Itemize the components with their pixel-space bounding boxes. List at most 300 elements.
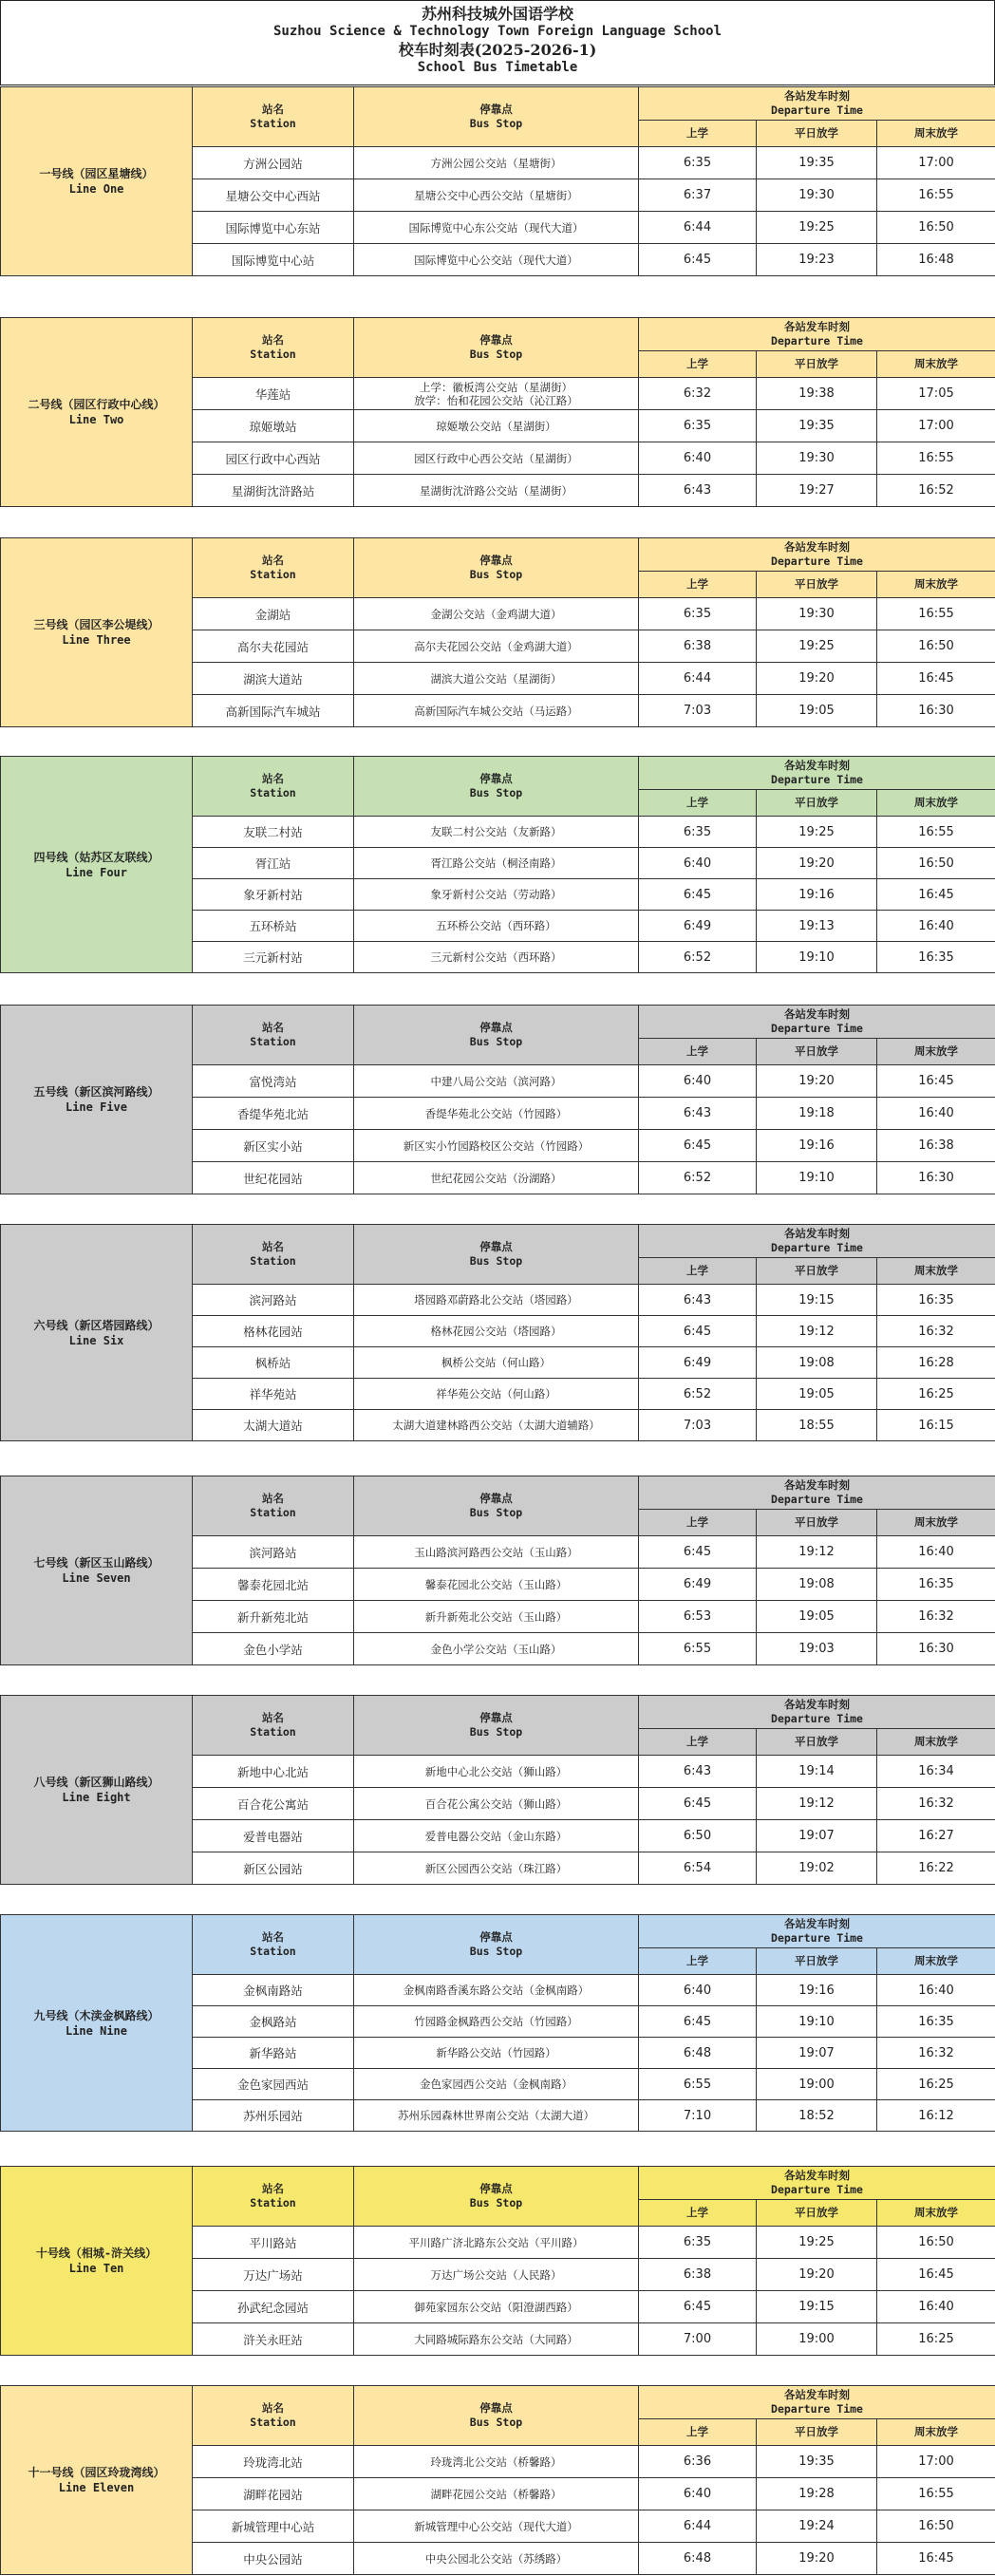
- school-up-header: 上学: [639, 572, 757, 598]
- line-name-cell: [1, 87, 193, 276]
- stop-header: [354, 1225, 639, 1285]
- up-time-cell: 6:35: [639, 2227, 757, 2259]
- bus-stop-cell: 胥江路公交站（桐泾南路）: [354, 848, 639, 879]
- stop-header-en: Bus Stop: [469, 2196, 523, 2209]
- weekday-time-cell: 19:16: [757, 1975, 877, 2006]
- up-time-cell: 6:52: [639, 1379, 757, 1410]
- weekday-time-cell: 19:16: [757, 879, 877, 911]
- weekday-time-cell: 19:08: [757, 1347, 877, 1379]
- stop-header-en: Bus Stop: [469, 2416, 523, 2429]
- line-name-en: Line Nine: [65, 2023, 128, 2038]
- up-time-cell: 6:45: [639, 2006, 757, 2038]
- bus-stop-cell: 湖滨大道公交站（星湖街）: [354, 663, 639, 695]
- station-cell: 园区行政中心西站: [193, 442, 354, 475]
- station-header: [193, 318, 354, 378]
- weekend-time-cell: 16:34: [877, 1756, 995, 1788]
- weekday-time-cell: 19:05: [757, 695, 877, 727]
- bus-stop-cell: 国际博览中心公交站（现代大道）: [354, 244, 639, 276]
- weekday-time-cell: 19:02: [757, 1852, 877, 1885]
- weekend-time-cell: 16:55: [877, 2478, 995, 2510]
- weekend-time-cell: 17:05: [877, 378, 995, 410]
- line-name-cn: 三号线（园区李公堤线）: [33, 618, 160, 631]
- weekday-time-cell: 19:20: [757, 663, 877, 695]
- stop-header-cn: 停靠点: [479, 1240, 513, 1253]
- bus-stop-cell: 琼姬墩公交站（星湖街）: [354, 410, 639, 442]
- weekend-time-cell: 17:00: [877, 147, 995, 179]
- stop-header: [354, 318, 639, 378]
- weekday-time-cell: 19:00: [757, 2069, 877, 2100]
- station-cell: 金色小学站: [193, 1633, 354, 1665]
- weekday-time-cell: 19:35: [757, 2446, 877, 2478]
- weekday-time-cell: 19:16: [757, 1130, 877, 1162]
- departure-header-cn: 各站发车时刻: [784, 1917, 850, 1930]
- weekend-header: 周末放学: [877, 1948, 995, 1975]
- weekend-time-cell: 16:32: [877, 2038, 995, 2069]
- bus-stop-cell: 新地中心北公交站（狮山路）: [354, 1756, 639, 1788]
- weekday-time-cell: 19:18: [757, 1098, 877, 1130]
- school-up-header: 上学: [639, 1510, 757, 1536]
- stop-header-en: Bus Stop: [469, 1035, 523, 1048]
- stop-header-cn: 停靠点: [479, 333, 513, 347]
- station-header: [193, 2167, 354, 2227]
- line-name-cn: 六号线（新区塔园路线）: [33, 1318, 160, 1332]
- weekday-time-cell: 19:00: [757, 2323, 877, 2356]
- weekend-time-cell: 16:22: [877, 1852, 995, 1885]
- up-time-cell: 6:45: [639, 1536, 757, 1569]
- line-name-cell: [1, 1006, 193, 1194]
- departure-header-en: Departure Time: [771, 1022, 863, 1035]
- station-cell: 新城管理中心站: [193, 2510, 354, 2543]
- station-header: [193, 1476, 354, 1536]
- bus-stop-cell: 星塘公交中心西公交站（星塘街）: [354, 179, 639, 212]
- weekend-header: 周末放学: [877, 1510, 995, 1536]
- stop-header-cn: 停靠点: [479, 1930, 513, 1944]
- weekday-time-cell: 19:38: [757, 378, 877, 410]
- station-cell: 百合花公寓站: [193, 1788, 354, 1820]
- departure-header: [639, 1915, 995, 1948]
- stop-header-en: Bus Stop: [469, 1945, 523, 1958]
- station-cell: 万达广场站: [193, 2259, 354, 2291]
- station-cell: 国际博览中心站: [193, 244, 354, 276]
- departure-header-cn: 各站发车时刻: [784, 1478, 850, 1492]
- bus-stop-cell: 新升新苑北公交站（玉山路）: [354, 1601, 639, 1633]
- station-header-cn: 站名: [262, 333, 284, 347]
- station-header-cn: 站名: [262, 1930, 284, 1944]
- weekend-header: 周末放学: [877, 2419, 995, 2446]
- weekday-time-cell: 19:15: [757, 2291, 877, 2323]
- up-time-cell: 6:43: [639, 1756, 757, 1788]
- weekend-time-cell: 16:15: [877, 1410, 995, 1441]
- weekend-time-cell: 16:50: [877, 630, 995, 663]
- station-cell: 琼姬墩站: [193, 410, 354, 442]
- bus-stop-cell: 世纪花园公交站（汾湖路）: [354, 1162, 639, 1194]
- weekend-time-cell: 16:35: [877, 942, 995, 973]
- weekday-header: 平日放学: [757, 1729, 877, 1756]
- stop-header: [354, 2386, 639, 2446]
- bus-stop-cell: 苏州乐园森林世界南公交站（太湖大道）: [354, 2100, 639, 2132]
- line-name-cell: [1, 538, 193, 727]
- weekday-time-cell: 19:05: [757, 1379, 877, 1410]
- station-header: [193, 538, 354, 598]
- departure-header-en: Departure Time: [771, 1493, 863, 1506]
- bus-stop-cell: 金湖公交站（金鸡湖大道）: [354, 598, 639, 630]
- station-cell: 世纪花园站: [193, 1162, 354, 1194]
- departure-header: [639, 538, 995, 572]
- bus-stop-cell: 馨泰花园北公交站（玉山路）: [354, 1569, 639, 1601]
- station-cell: 新区实小站: [193, 1130, 354, 1162]
- bus-stop-cell: 枫桥公交站（何山路）: [354, 1347, 639, 1379]
- station-cell: 胥江站: [193, 848, 354, 879]
- station-header: [193, 1225, 354, 1285]
- timetable-title-cn: 校车时刻表(2025-2026-1): [398, 41, 597, 59]
- stop-header: [354, 1006, 639, 1065]
- departure-header-cn: 各站发车时刻: [784, 759, 850, 772]
- stop-header-en: Bus Stop: [469, 568, 523, 581]
- station-header-en: Station: [250, 1945, 296, 1958]
- stop-header-en: Bus Stop: [469, 348, 523, 361]
- stop-header: [354, 1696, 639, 1756]
- line-name-cn: 八号线（新区狮山路线）: [33, 1776, 160, 1789]
- line-name-en: Line Two: [68, 413, 124, 426]
- weekday-time-cell: 19:10: [757, 942, 877, 973]
- station-header-cn: 站名: [262, 1711, 284, 1724]
- line-name-cell: [1, 757, 193, 973]
- weekend-time-cell: 16:35: [877, 1285, 995, 1316]
- bus-stop-cell: 新区公园西公交站（珠江路）: [354, 1852, 639, 1885]
- station-cell: 金湖站: [193, 598, 354, 630]
- departure-header-cn: 各站发车时刻: [784, 1007, 850, 1021]
- station-header: [193, 1696, 354, 1756]
- up-time-cell: 6:54: [639, 1852, 757, 1885]
- up-time-cell: 6:45: [639, 244, 757, 276]
- station-cell: 新华路站: [193, 2038, 354, 2069]
- line-name-cn: 五号线（新区滨河路线）: [33, 1085, 160, 1099]
- station-cell: 孙武纪念园站: [193, 2291, 354, 2323]
- line-table: [0, 86, 995, 276]
- up-time-cell: 6:40: [639, 848, 757, 879]
- station-header: [193, 1006, 354, 1065]
- departure-header: [639, 1006, 995, 1039]
- bus-stop-cell: 新区实小竹园路校区公交站（竹园路）: [354, 1130, 639, 1162]
- station-header-en: Station: [250, 2416, 296, 2429]
- weekend-header: 周末放学: [877, 1039, 995, 1065]
- school-up-header: 上学: [639, 2200, 757, 2227]
- departure-header: [639, 1476, 995, 1510]
- weekday-time-cell: 19:25: [757, 212, 877, 244]
- departure-header-en: Departure Time: [771, 1712, 863, 1725]
- departure-header-cn: 各站发车时刻: [784, 540, 850, 554]
- bus-stop-cell: 大同路城际路东公交站（大同路）: [354, 2323, 639, 2356]
- line-name-en: Line Five: [65, 1100, 128, 1114]
- weekday-time-cell: 19:05: [757, 1601, 877, 1633]
- up-time-cell: 6:36: [639, 2446, 757, 2478]
- up-time-cell: 6:44: [639, 663, 757, 695]
- line-name-cn: 十号线（相城-浒关线）: [35, 2247, 158, 2260]
- weekend-time-cell: 16:45: [877, 879, 995, 911]
- up-time-cell: 6:35: [639, 410, 757, 442]
- weekday-time-cell: 19:12: [757, 1536, 877, 1569]
- up-time-cell: 6:44: [639, 212, 757, 244]
- up-time-cell: 6:55: [639, 1633, 757, 1665]
- up-time-cell: 6:38: [639, 2259, 757, 2291]
- bus-stop-cell: 香缇华苑北公交站（竹园路）: [354, 1098, 639, 1130]
- line-name-en: Line Three: [62, 633, 131, 647]
- line-name-en: Line One: [68, 182, 124, 196]
- stop-header-en: Bus Stop: [469, 117, 523, 130]
- station-cell: 三元新村站: [193, 942, 354, 973]
- weekday-header: 平日放学: [757, 1510, 877, 1536]
- bus-stop-cell: 象牙新村公交站（劳动路）: [354, 879, 639, 911]
- stop-header-cn: 停靠点: [479, 772, 513, 785]
- bus-stop-cell: 格林花园公交站（塔园路）: [354, 1316, 639, 1347]
- school-up-header: 上学: [639, 1948, 757, 1975]
- up-time-cell: 6:35: [639, 598, 757, 630]
- bus-stop-cell: 园区行政中心西公交站（星湖街）: [354, 442, 639, 475]
- up-time-cell: 6:43: [639, 1098, 757, 1130]
- bus-stop-cell: 百合花公寓公交站（狮山路）: [354, 1788, 639, 1820]
- bus-stop-cell: 中央公园北公交站（苏绣路）: [354, 2543, 639, 2575]
- line-table: [0, 1914, 995, 2132]
- station-cell: 高新国际汽车城站: [193, 695, 354, 727]
- stop-header-en: Bus Stop: [469, 1254, 523, 1268]
- weekend-time-cell: 16:35: [877, 2006, 995, 2038]
- line-name-cn: 九号线（木渎金枫路线）: [33, 2008, 160, 2022]
- up-time-cell: 6:49: [639, 911, 757, 942]
- departure-header-cn: 各站发车时刻: [784, 320, 850, 333]
- bus-stop-cell: 友联二村公交站（友新路）: [354, 817, 639, 848]
- bus-stop-cell: 金色小学公交站（玉山路）: [354, 1633, 639, 1665]
- up-time-cell: 6:49: [639, 1347, 757, 1379]
- departure-header: [639, 1225, 995, 1258]
- departure-header: [639, 2167, 995, 2200]
- station-header: [193, 87, 354, 147]
- station-header-en: Station: [250, 117, 296, 130]
- weekend-header: 周末放学: [877, 572, 995, 598]
- stop-header-cn: 停靠点: [479, 1492, 513, 1505]
- station-cell: 爱普电器站: [193, 1820, 354, 1852]
- school-up-header: 上学: [639, 121, 757, 147]
- stop-header-cn: 停靠点: [479, 2401, 513, 2415]
- stop-header-cn: 停靠点: [479, 2182, 513, 2195]
- bus-stop-cell: 五环桥公交站（西环路）: [354, 911, 639, 942]
- stop-header: [354, 538, 639, 598]
- up-time-cell: 6:52: [639, 942, 757, 973]
- departure-header: [639, 1696, 995, 1729]
- stop-header: [354, 87, 639, 147]
- station-cell: 五环桥站: [193, 911, 354, 942]
- station-cell: 友联二村站: [193, 817, 354, 848]
- weekday-time-cell: 19:15: [757, 1285, 877, 1316]
- bus-stop-cell: 中建八局公交站（滨河路）: [354, 1065, 639, 1098]
- bus-stop-cell: 新城管理中心公交站（现代大道）: [354, 2510, 639, 2543]
- station-cell: 富悦湾站: [193, 1065, 354, 1098]
- school-up-header: 上学: [639, 2419, 757, 2446]
- weekend-time-cell: 16:45: [877, 1065, 995, 1098]
- station-header-cn: 站名: [262, 2401, 284, 2415]
- weekend-time-cell: 16:50: [877, 848, 995, 879]
- weekday-header: 平日放学: [757, 121, 877, 147]
- bus-stop-cell: 星湖街沈浒路公交站（星湖街）: [354, 475, 639, 507]
- station-cell: 苏州乐园站: [193, 2100, 354, 2132]
- stop-header: [354, 1915, 639, 1975]
- line-table: [0, 1695, 995, 1885]
- line-name-cn: 四号线（姑苏区友联线）: [33, 850, 160, 864]
- line-name-en: Line Eight: [62, 1791, 131, 1804]
- station-header-en: Station: [250, 1254, 296, 1268]
- weekend-time-cell: 16:12: [877, 2100, 995, 2132]
- station-header-cn: 站名: [262, 554, 284, 567]
- weekend-time-cell: 16:45: [877, 663, 995, 695]
- weekday-time-cell: 19:10: [757, 2006, 877, 2038]
- up-time-cell: 6:45: [639, 1788, 757, 1820]
- bus-stop-cell: 塔园路邓蔚路北公交站（塔园路）: [354, 1285, 639, 1316]
- station-cell: 湖滨大道站: [193, 663, 354, 695]
- line-table: [0, 537, 995, 727]
- weekday-header: 平日放学: [757, 351, 877, 378]
- weekday-time-cell: 19:30: [757, 179, 877, 212]
- departure-header: [639, 2386, 995, 2419]
- bus-stop-cell: 金色家园西公交站（金枫南路）: [354, 2069, 639, 2100]
- weekend-header: 周末放学: [877, 121, 995, 147]
- weekend-time-cell: 16:50: [877, 212, 995, 244]
- weekday-time-cell: 19:10: [757, 1162, 877, 1194]
- line-name-cn: 二号线（园区行政中心线）: [28, 398, 165, 411]
- weekday-time-cell: 19:20: [757, 848, 877, 879]
- weekday-header: 平日放学: [757, 2200, 877, 2227]
- departure-header-en: Departure Time: [771, 2402, 863, 2416]
- up-time-cell: 7:03: [639, 1410, 757, 1441]
- up-time-cell: 6:53: [639, 1601, 757, 1633]
- up-time-cell: 6:40: [639, 2478, 757, 2510]
- up-time-cell: 6:32: [639, 378, 757, 410]
- weekend-time-cell: 16:45: [877, 2543, 995, 2575]
- line-name-cn: 一号线（园区星塘线）: [39, 167, 154, 180]
- weekend-time-cell: 16:40: [877, 1098, 995, 1130]
- station-header-cn: 站名: [262, 1240, 284, 1253]
- stop-header-cn: 停靠点: [479, 103, 513, 116]
- bus-stop-cell: 御苑家园东公交站（阳澄湖西路）: [354, 2291, 639, 2323]
- weekend-time-cell: 17:00: [877, 2446, 995, 2478]
- line-name-en: Line Six: [68, 1333, 124, 1347]
- bus-stop-cell: 国际博览中心东公交站（现代大道）: [354, 212, 639, 244]
- line-name-en: Line Four: [65, 865, 128, 879]
- station-cell: 星塘公交中心西站: [193, 179, 354, 212]
- station-header-en: Station: [250, 568, 296, 581]
- weekend-time-cell: 16:25: [877, 2069, 995, 2100]
- station-cell: 星湖街沈浒路站: [193, 475, 354, 507]
- line-name-cell: [1, 1225, 193, 1441]
- weekday-header: 平日放学: [757, 1258, 877, 1285]
- weekday-time-cell: 19:03: [757, 1633, 877, 1665]
- station-cell: 象牙新村站: [193, 879, 354, 911]
- stop-header: [354, 757, 639, 817]
- up-time-cell: 7:03: [639, 695, 757, 727]
- departure-header-en: Departure Time: [771, 1241, 863, 1254]
- up-time-cell: 6:43: [639, 475, 757, 507]
- station-header-en: Station: [250, 786, 296, 799]
- weekday-time-cell: 19:13: [757, 911, 877, 942]
- line-name-cn: 十一号线（园区玲珑湾线）: [28, 2466, 165, 2479]
- weekday-time-cell: 19:30: [757, 442, 877, 475]
- up-time-cell: 6:37: [639, 179, 757, 212]
- stop-header: [354, 1476, 639, 1536]
- bus-stop-cell: 爱普电器公交站（金山东路）: [354, 1820, 639, 1852]
- departure-header-en: Departure Time: [771, 334, 863, 348]
- station-cell: 新区公园站: [193, 1852, 354, 1885]
- weekend-time-cell: 16:50: [877, 2510, 995, 2543]
- timetable-header: [0, 0, 995, 85]
- line-table: [0, 2166, 995, 2356]
- weekday-time-cell: 19:12: [757, 1788, 877, 1820]
- school-up-header: 上学: [639, 1039, 757, 1065]
- line-name-cell: [1, 1696, 193, 1885]
- weekend-time-cell: 16:30: [877, 1633, 995, 1665]
- up-time-cell: 6:43: [639, 1285, 757, 1316]
- departure-header: [639, 318, 995, 351]
- weekend-time-cell: 16:25: [877, 2323, 995, 2356]
- bus-stop-cell: 祥华苑公交站（何山路）: [354, 1379, 639, 1410]
- timetable-title-en: School Bus Timetable: [417, 60, 578, 75]
- station-cell: 滨河路站: [193, 1536, 354, 1569]
- weekday-time-cell: 19:24: [757, 2510, 877, 2543]
- bus-stop-cell: 高尔夫花园公交站（金鸡湖大道）: [354, 630, 639, 663]
- weekday-header: 平日放学: [757, 2419, 877, 2446]
- station-cell: 格林花园站: [193, 1316, 354, 1347]
- weekday-time-cell: 18:52: [757, 2100, 877, 2132]
- station-cell: 滨河路站: [193, 1285, 354, 1316]
- station-header-en: Station: [250, 2196, 296, 2209]
- school-up-header: 上学: [639, 1258, 757, 1285]
- up-time-cell: 6:44: [639, 2510, 757, 2543]
- weekday-time-cell: 19:20: [757, 2259, 877, 2291]
- departure-header-en: Departure Time: [771, 1931, 863, 1945]
- station-cell: 金色家园西站: [193, 2069, 354, 2100]
- weekend-time-cell: 16:55: [877, 442, 995, 475]
- bus-stop-cell: 竹园路金枫路西公交站（竹园路）: [354, 2006, 639, 2038]
- line-name-cell: [1, 318, 193, 507]
- school-name-cn: 苏州科技城外国语学校: [421, 5, 573, 23]
- weekend-header: 周末放学: [877, 1729, 995, 1756]
- bus-stop-cell: 玉山路滨河路西公交站（玉山路）: [354, 1536, 639, 1569]
- school-name-en: Suzhou Science & Technology Town Foreign Language School: [272, 24, 722, 39]
- weekday-time-cell: 19:12: [757, 1316, 877, 1347]
- weekday-time-cell: 19:35: [757, 147, 877, 179]
- weekend-time-cell: 16:55: [877, 817, 995, 848]
- stop-header-en: Bus Stop: [469, 1506, 523, 1519]
- bus-stop-cell: 玲珑湾北公交站（桥馨路）: [354, 2446, 639, 2478]
- weekend-header: 周末放学: [877, 2200, 995, 2227]
- school-up-header: 上学: [639, 790, 757, 817]
- up-time-cell: 6:50: [639, 1820, 757, 1852]
- line-name-cell: [1, 2386, 193, 2575]
- bus-stop-cell: 太湖大道建林路西公交站（太湖大道辅路）: [354, 1410, 639, 1441]
- weekend-time-cell: 17:00: [877, 410, 995, 442]
- station-cell: 新地中心北站: [193, 1756, 354, 1788]
- weekday-time-cell: 19:25: [757, 817, 877, 848]
- weekday-header: 平日放学: [757, 1039, 877, 1065]
- weekday-time-cell: 19:30: [757, 598, 877, 630]
- line-table: [0, 2385, 995, 2575]
- up-time-cell: 7:10: [639, 2100, 757, 2132]
- weekend-time-cell: 16:27: [877, 1820, 995, 1852]
- weekend-time-cell: 16:55: [877, 598, 995, 630]
- school-up-header: 上学: [639, 1729, 757, 1756]
- weekday-header: 平日放学: [757, 572, 877, 598]
- up-time-cell: 6:35: [639, 817, 757, 848]
- up-time-cell: 6:55: [639, 2069, 757, 2100]
- weekend-time-cell: 16:30: [877, 1162, 995, 1194]
- weekend-time-cell: 16:38: [877, 1130, 995, 1162]
